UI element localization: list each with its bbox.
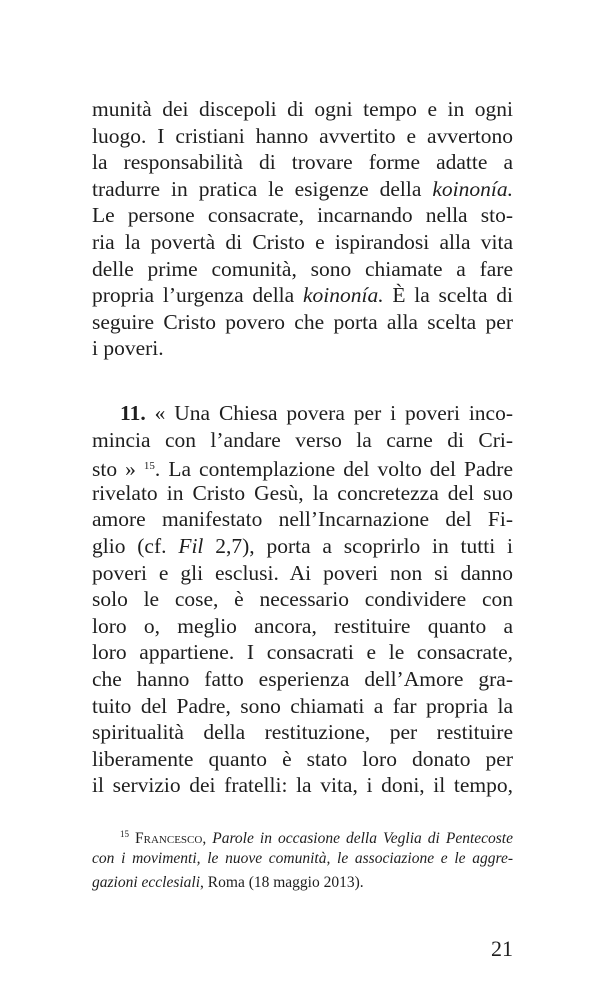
text-segment: ria la povertà di Cristo e ispirandosi alla vita: [92, 229, 513, 254]
text-segment: munità dei discepoli di ogni tempo e in ogni: [92, 97, 513, 121]
text-segment: poveri e gli esclusi. Ai poveri non si danno: [92, 560, 513, 585]
text-line: [92, 480, 513, 507]
text-line: [92, 746, 513, 773]
text-segment: loro appartiene. I consacrati e le consacrate,: [92, 640, 513, 665]
text-line: [92, 176, 513, 203]
page-number: 21: [491, 936, 513, 961]
text-line: [92, 772, 513, 799]
text-segment: . La contemplazione del volto del Padre: [154, 457, 513, 482]
text-line: [92, 871, 513, 896]
text-segment: delle prime comunità, sono chiamate a fare: [92, 256, 513, 281]
text-segment: glio (cf.: [92, 533, 179, 558]
text-segment: amore manifestato nell’Incarnazione del Fi-: [92, 507, 513, 532]
text-line: [92, 229, 513, 256]
text-line: [92, 560, 513, 587]
text-line: [92, 822, 513, 847]
text-segment: la responsabilità di trovare forme adatte a: [92, 150, 513, 175]
text-line: [92, 719, 513, 746]
text-segment: propria l’urgenza della: [92, 283, 303, 308]
text-segment: tuito del Padre, sono chiamati a far propria la: [92, 693, 513, 718]
footnote-reference: 15: [143, 460, 155, 473]
paragraph-11: [92, 400, 513, 799]
text-line: [92, 533, 513, 560]
text-segment: tradurre in pratica le esigenze della: [92, 176, 433, 201]
text-segment: koinonía.: [302, 283, 384, 308]
text-line: [92, 202, 513, 229]
text-line: [92, 427, 513, 454]
text-segment: È la scelta di: [383, 283, 513, 308]
text-segment: seguire Cristo povero che porta alla scelta per: [92, 309, 513, 334]
text-line: [92, 309, 513, 336]
text-line: [92, 400, 513, 427]
text-line: [92, 613, 513, 640]
text-segment: rivelato in Cristo Gesù, la concretezza del suo: [92, 480, 513, 505]
text-segment: ,: [202, 830, 213, 847]
text-segment: solo le cose, è necessario condividere con: [92, 587, 513, 612]
paragraph-continued: [92, 96, 513, 362]
text-segment: gazioni ecclesiali: [92, 874, 201, 891]
text-segment: liberamente quanto è stato loro donato per: [92, 746, 513, 771]
text-segment: con i movimenti, le nuove comunità, le associazione e le aggre-: [92, 849, 513, 867]
text-line: [92, 453, 513, 480]
text-line: [92, 282, 513, 309]
section-number: 11.: [120, 401, 146, 425]
footnote-reference: 15: [120, 829, 129, 839]
text-segment: 2,7), porta a scoprirlo in tutti i: [203, 533, 513, 558]
text-segment: « Una Chiesa povera per i poveri inco-: [145, 401, 513, 425]
text-segment: Le persone consacrate, incarnando nella sto-: [92, 203, 513, 228]
text-line: [92, 506, 513, 533]
text-line: [92, 693, 513, 720]
text-segment: luogo. I cristiani hanno avvertito e avvertono: [92, 123, 513, 148]
footnote-15: [92, 822, 513, 896]
text-line: [92, 666, 513, 693]
text-line: [92, 639, 513, 666]
text-segment: koinonía.: [432, 176, 513, 201]
text-line: [92, 96, 513, 123]
text-segment: il servizio dei fratelli: la vita, i doni, il tempo,: [92, 773, 513, 798]
text-line: [92, 256, 513, 283]
text-segment: spiritualità della restituzione, per restituire: [92, 720, 513, 745]
text-segment: Parole in occasione della Veglia di Pentecoste: [212, 830, 513, 847]
text-segment: , Roma (18 maggio 2013).: [200, 874, 364, 891]
text-segment: sto »: [92, 457, 144, 482]
text-segment: loro o, meglio ancora, restituire quanto a: [92, 613, 513, 638]
text-segment: mincia con l’andare verso la carne di Cri-: [92, 427, 513, 452]
text-segment: i poveri.: [92, 336, 164, 361]
text-line: [92, 149, 513, 176]
text-segment: Fil: [178, 533, 204, 558]
text-segment: che hanno fatto esperienza dell’Amore gra-: [92, 666, 513, 691]
text-line: [92, 586, 513, 613]
text-line: [92, 335, 513, 362]
text-segment: Francesco: [135, 830, 203, 847]
text-line: [92, 847, 513, 872]
text-line: [92, 123, 513, 150]
